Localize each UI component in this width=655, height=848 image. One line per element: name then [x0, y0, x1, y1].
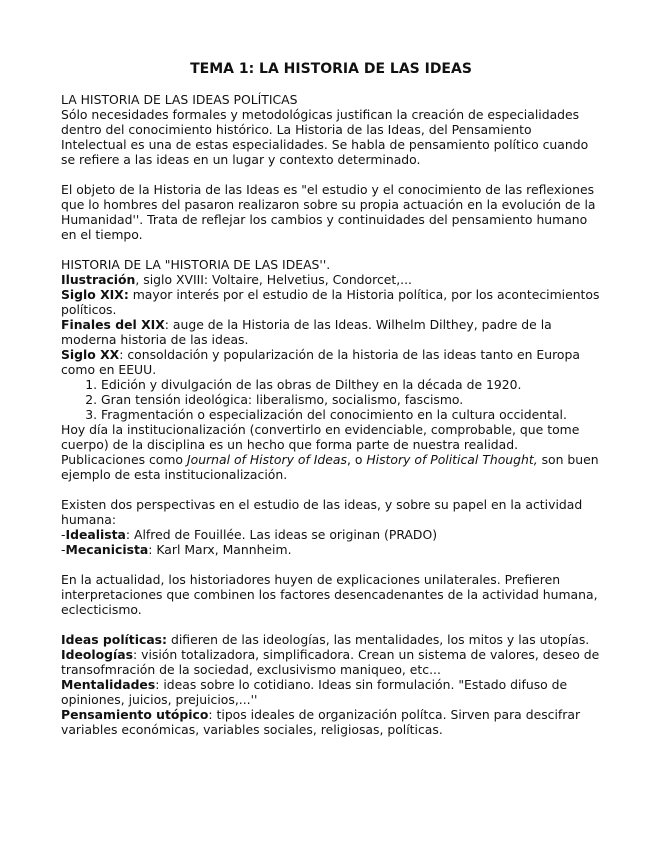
- paragraph-actualidad: En la actualidad, los historiadores huyen de explicaciones unilaterales. Prefieren interpretaciones que combinen los factores desencadenantes de la actividad humana, eclecticismo.: [61, 572, 598, 617]
- document-title: TEMA 1: LA HISTORIA DE LAS IDEAS: [190, 61, 472, 77]
- spacer: [61, 167, 601, 182]
- entry-mentalidades: [61, 677, 601, 707]
- entry-idealista: [61, 527, 601, 542]
- numbered-list: [61, 377, 601, 422]
- term-siglo-xix: Siglo XIX:: [61, 287, 129, 302]
- list-item: 3. Fragmentación o especialización del conocimiento en la cultura occidental.: [101, 407, 601, 422]
- term-ideas-politicas: Ideas políticas:: [61, 632, 168, 647]
- text-or: , o: [346, 452, 367, 467]
- paragraph-intro: Sólo necesidades formales y metodológicas justifican la creación de especialidades dentro del conocimiento histórico. La Historia de las Ideas, del Pensamiento Intelectual es una de estas especialidades. Se habla de pensamiento político cuando se refiere a las ideas en un lugar y contexto determinado.: [61, 107, 589, 167]
- text-ilustracion: , siglo XVIII: Voltaire, Helvetius, Condorcet,...: [135, 272, 412, 287]
- dash: -: [61, 527, 66, 542]
- dash: -: [61, 542, 66, 557]
- spacer: [61, 242, 601, 257]
- text-mecanicista: : Karl Marx, Mannheim.: [148, 542, 292, 557]
- text-mentalidades: : ideas sobre lo cotidiano. Ideas sin formulación. "Estado difuso de opiniones, juicios, prejuicios,...'': [61, 677, 568, 707]
- text-finales-xix: : auge de la Historia de las Ideas. Wilhelm Dilthey, padre de la moderna historia de las ideas.: [61, 317, 552, 347]
- text-idealista: : Alfred de Fouillée. Las ideas se originan (PRADO): [125, 527, 438, 542]
- entry-finales-xix: [61, 317, 601, 347]
- paragraph-publicaciones: [61, 452, 601, 482]
- document-page: [61, 60, 601, 737]
- term-mentalidades: Mentalidades: [61, 677, 156, 692]
- spacer: [61, 557, 601, 572]
- text-pensamiento-utopico: : tipos ideales de organización polítca. Sirven para descifrar variables económicas, variables sociales, religiosas, políticas.: [61, 707, 581, 737]
- journal-title-1: Journal of History of Ideas: [186, 452, 347, 467]
- paragraph-hoy: Hoy día la institucionalización (convertirlo en evidenciable, comprobable, que tome cuerpo) de la disciplina es un hecho que forma parte de nuestra realidad.: [61, 422, 580, 452]
- section-heading-ideas-politicas: LA HISTORIA DE LAS IDEAS POLÍTICAS: [61, 92, 298, 107]
- text-ideologias: : visión totalizadora, simplificadora. Crean un sistema de valores, deseo de transofmración de la sociedad, exclusivismo maniqueo, etc...: [61, 647, 600, 677]
- section-heading-historia: HISTORIA DE LA "HISTORIA DE LAS IDEAS''.: [61, 257, 331, 272]
- term-finales-xix: Finales del XIX: [61, 317, 165, 332]
- spacer: [61, 482, 601, 497]
- entry-siglo-xix: [61, 287, 601, 317]
- text-ejemplo: son buen ejemplo de esta institucionalización.: [61, 452, 599, 482]
- entry-mecanicista: [61, 542, 601, 557]
- text-publicaciones: Publicaciones como: [61, 452, 187, 467]
- term-pensamiento-utopico: Pensamiento utópico: [61, 707, 209, 722]
- paragraph-perspectivas: Existen dos perspectivas en el estudio de las ideas, y sobre su papel en la actividad humana:: [61, 497, 583, 527]
- term-mecanicista: Mecanicista: [65, 542, 149, 557]
- text-siglo-xx: : consoldación y popularización de la historia de las ideas tanto en Europa como en EEUU.: [61, 347, 580, 377]
- paragraph-objeto: El objeto de la Historia de las Ideas es "el estudio y el conocimiento de las reflexiones que lo hombres del pasaron realizaron sobre su propia actuación en la evolución de la Humanidad''. Trata de reflejar los cambios y continuidades del pensamiento humano en el tiempo.: [61, 182, 596, 242]
- entry-ilustracion: [61, 272, 601, 287]
- term-ideologias: Ideologías: [61, 647, 134, 662]
- entry-ideas-politicas: [61, 632, 601, 647]
- list-item: 2. Gran tensión ideológica: liberalismo, socialismo, fascismo.: [101, 392, 601, 407]
- text-ideas-politicas: difieren de las ideologías, las mentalidades, los mitos y las utopías.: [167, 632, 590, 647]
- spacer: [61, 617, 601, 632]
- entry-pensamiento-utopico: [61, 707, 601, 737]
- term-idealista: Idealista: [65, 527, 126, 542]
- term-ilustracion: Ilustración: [61, 272, 136, 287]
- list-item: 1. Edición y divulgación de las obras de Dilthey en la década de 1920.: [101, 377, 601, 392]
- entry-ideologias: [61, 647, 601, 677]
- entry-siglo-xx: [61, 347, 601, 377]
- journal-title-2: History of Political Thought,: [366, 452, 538, 467]
- term-siglo-xx: Siglo XX: [61, 347, 120, 362]
- text-siglo-xix: mayor interés por el estudio de la Historia política, por los acontecimientos políticos.: [61, 287, 600, 317]
